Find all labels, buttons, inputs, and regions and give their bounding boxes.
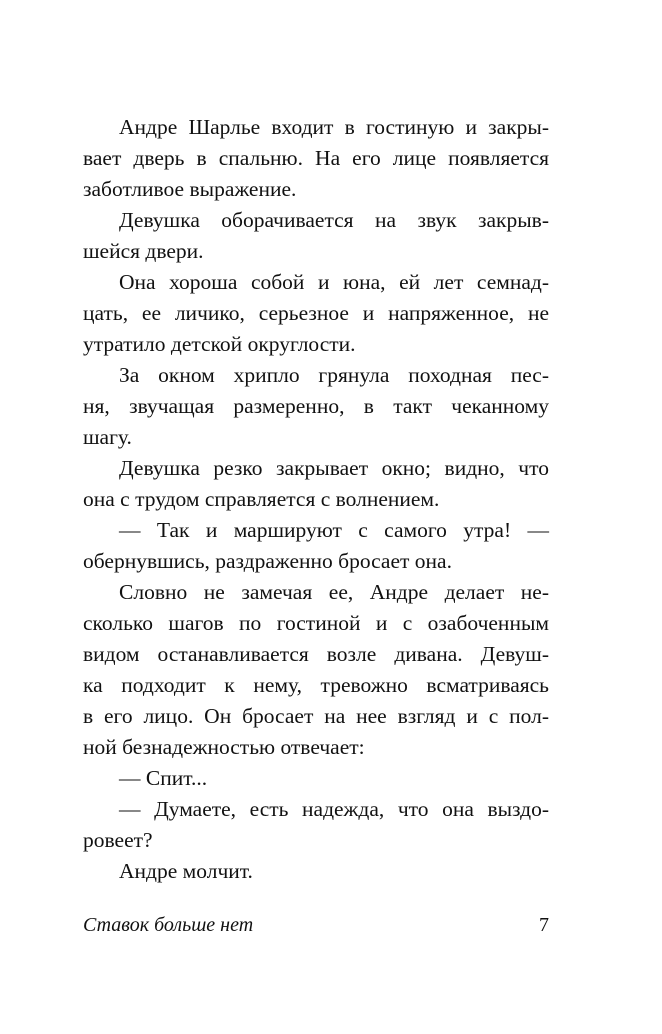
paragraph <box>83 267 549 360</box>
paragraph <box>83 112 549 205</box>
text-line: — Спит... <box>119 766 208 790</box>
text-line: ной безнадежностью отвечает: <box>83 735 365 759</box>
text-line: шейся двери. <box>83 239 204 263</box>
paragraph <box>83 763 549 794</box>
text-line: Девушка оборачивается на звук закрыв- <box>119 208 549 232</box>
text-line: За окном хрипло грянула походная пес- <box>119 363 549 387</box>
page-body <box>83 112 549 887</box>
text-line: ня, звучащая размеренно, в такт чеканному <box>83 394 549 418</box>
paragraph <box>83 856 549 887</box>
paragraph <box>83 577 549 763</box>
paragraph <box>83 515 549 577</box>
text-line: она с трудом справляется с волнением. <box>83 487 440 511</box>
text-line: Девушка резко закрывает окно; видно, что <box>119 456 549 480</box>
text-line: Словно не замечая ее, Андре делает не- <box>119 580 549 604</box>
paragraph <box>83 453 549 515</box>
page-number: 7 <box>539 914 549 936</box>
text-line: сколько шагов по гостиной и с озабоченным <box>83 611 549 635</box>
text-line: вает дверь в спальню. На его лице появляется <box>83 146 549 170</box>
text-line: ровеет? <box>83 828 153 852</box>
text-line: в его лицо. Он бросает на нее взгляд и с пол- <box>83 704 549 728</box>
text-line: заботливое выражение. <box>83 177 297 201</box>
text-line: Она хороша собой и юна, ей лет семнад- <box>119 270 549 294</box>
text-line: — Так и маршируют с самого утра! — <box>119 518 549 542</box>
text-line: утратило детской округлости. <box>83 332 356 356</box>
text-line: шагу. <box>83 425 132 449</box>
text-line: цать, ее личико, серьезное и напряженное, не <box>83 301 549 325</box>
text-line: ка подходит к нему, тревожно всматриваясь <box>83 673 549 697</box>
text-line: Андре Шарлье входит в гостиную и закры- <box>119 115 549 139</box>
running-title: Ставок больше нет <box>83 914 254 936</box>
page-footer <box>83 910 549 940</box>
paragraph <box>83 360 549 453</box>
paragraph <box>83 205 549 267</box>
text-line: обернувшись, раздраженно бросает она. <box>83 549 452 573</box>
text-line: — Думаете, есть надежда, что она выздо- <box>119 797 549 821</box>
text-line: видом останавливается возле дивана. Девуш- <box>83 642 549 666</box>
paragraph <box>83 794 549 856</box>
text-line: Андре молчит. <box>119 859 253 883</box>
